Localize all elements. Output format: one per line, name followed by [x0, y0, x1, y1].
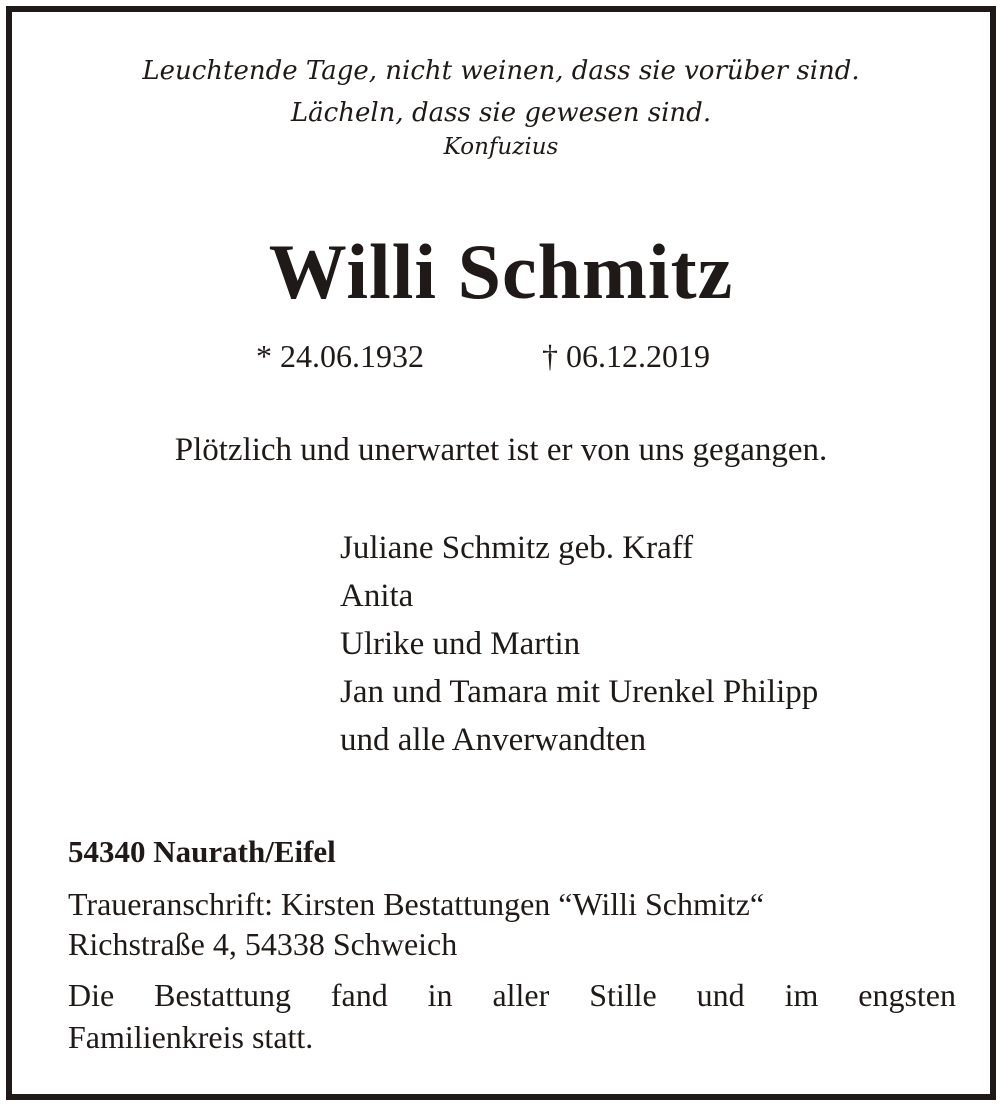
- deceased-name: Willi Schmitz: [268, 228, 734, 315]
- mourner-item: Ulrike und Martin: [340, 626, 581, 662]
- funeral-line-2: Familienkreis statt.: [68, 1019, 314, 1055]
- address-line-2: Richstraße 4, 54338 Schweich: [68, 926, 458, 962]
- mourner-item: Anita: [340, 578, 414, 614]
- mourners-list: [340, 524, 818, 764]
- birth-date: * 24.06.1932: [256, 338, 424, 374]
- mourner-item: Jan und Tamara mit Urenkel Philipp: [340, 674, 819, 710]
- quote-line-1: Leuchtende Tage, nicht weinen, dass sie vorüber sind.: [142, 56, 860, 86]
- place-of-residence: 54340 Naurath/Eifel: [68, 834, 336, 869]
- announcement-text: Plötzlich und unerwartet ist er von uns gegangen.: [174, 432, 828, 468]
- mourner-item: Juliane Schmitz geb. Kraff: [340, 530, 694, 566]
- funeral-notice: [68, 974, 956, 1058]
- mourning-address: [68, 884, 764, 964]
- address-line-1: Traueranschrift: Kirsten Bestattungen “Willi Schmitz“: [68, 886, 765, 922]
- quote-author: Konfuzius: [443, 134, 559, 160]
- quote-line-2: Lächeln, dass sie gewesen sind.: [290, 98, 712, 128]
- funeral-line-1: Die Bestattung fand in aller Stille und im engsten: [68, 977, 956, 1013]
- death-date: † 06.12.2019: [542, 338, 710, 374]
- obituary-frame: [6, 6, 996, 1100]
- mourner-item: und alle Anverwandten: [340, 722, 647, 758]
